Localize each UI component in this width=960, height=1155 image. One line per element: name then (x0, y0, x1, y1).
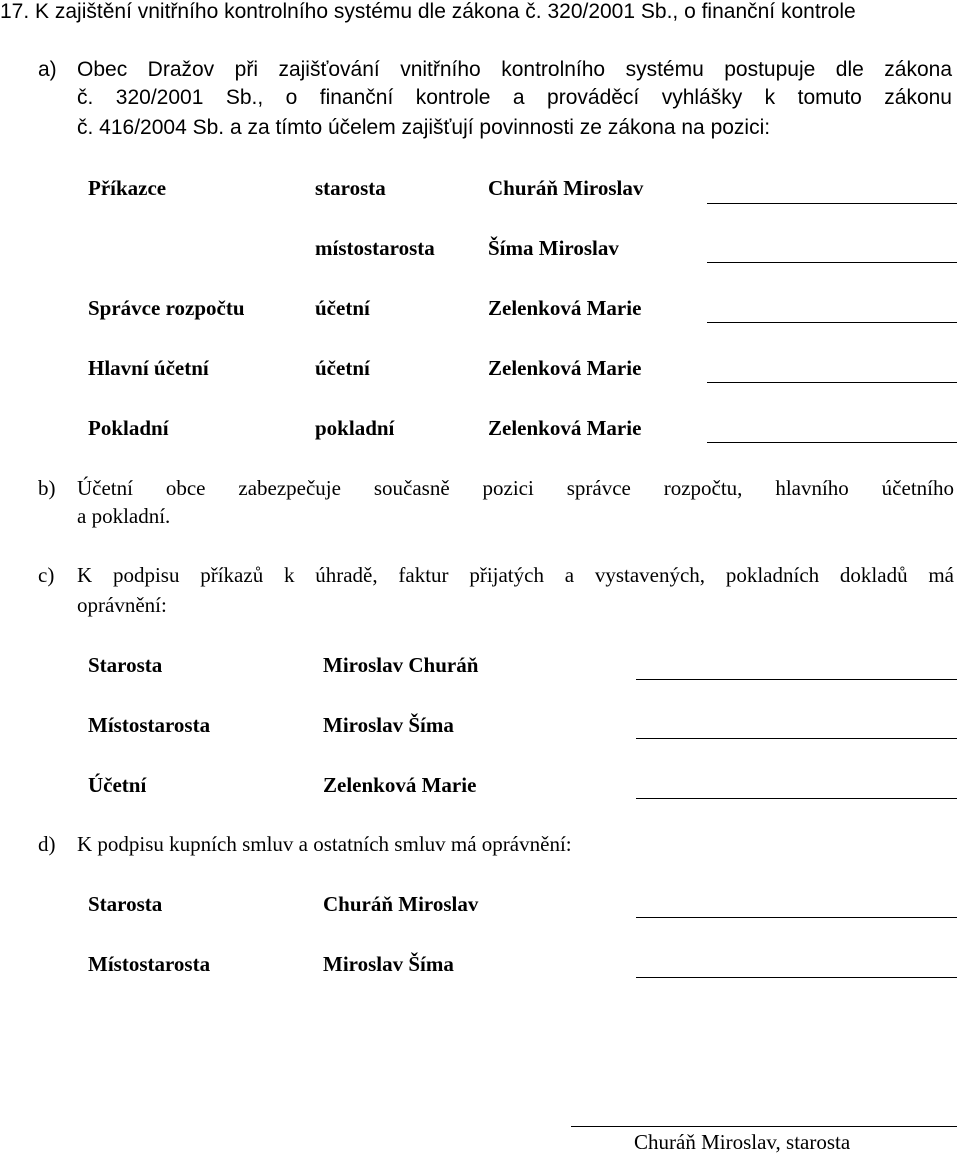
signature-line (636, 679, 957, 680)
row-person-churan: Churáň Miroslav (323, 892, 479, 916)
row-position-ucetni: účetní (315, 356, 370, 380)
row-person-sima: Miroslav Šíma (323, 952, 454, 976)
signature-line (707, 262, 957, 263)
section-b-line-1: Účetní obce zabezpečuje současně pozici správce rozpočtu, hlavního účetního (77, 476, 954, 500)
section-a-line-1: Obec Dražov při zajišťování vnitřního kontrolního systému postupuje dle zákona (77, 58, 952, 81)
row-position-starosta: starosta (315, 176, 386, 200)
signature-line (571, 1126, 957, 1127)
section-d-line-1: K podpisu kupních smluv a ostatních smluv má oprávnění: (77, 832, 572, 856)
row-role-starosta: Starosta (88, 892, 163, 916)
row-person-sima: Miroslav Šíma (323, 713, 454, 737)
section-c-line-1: K podpisu příkazů k úhradě, faktur přijatých a vystavených, pokladních dokladů má (77, 563, 954, 587)
row-person-zelenkova: Zelenková Marie (488, 296, 642, 320)
row-role-mistostarosta: Místostarosta (88, 713, 211, 737)
row-person-churan: Churáň Miroslav (488, 176, 644, 200)
section-b-line-2: a pokladní. (77, 504, 171, 528)
signature-line (707, 382, 957, 383)
row-position-mistostarosta: místostarosta (315, 236, 435, 260)
row-role-prikazce: Příkazce (88, 176, 167, 200)
section-heading: 17. K zajištění vnitřního kontrolního systému dle zákona č. 320/2001 Sb., o finanční kontrole (0, 0, 856, 23)
row-position-ucetni: účetní (315, 296, 370, 320)
row-person-zelenkova: Zelenková Marie (323, 773, 477, 797)
signature-line (707, 203, 957, 204)
signature-line (636, 917, 957, 918)
signature-line (707, 442, 957, 443)
row-person-sima: Šíma Miroslav (488, 236, 619, 260)
row-role-pokladni: Pokladní (88, 416, 169, 440)
signature-line (636, 798, 957, 799)
row-position-pokladni: pokladní (315, 416, 395, 440)
row-role-starosta: Starosta (88, 653, 163, 677)
section-b-marker: b) (38, 476, 56, 500)
section-c-marker: c) (38, 563, 55, 587)
row-role-hlavni-ucetni: Hlavní účetní (88, 356, 209, 380)
section-c-line-2: oprávnění: (77, 593, 167, 617)
row-role-spravce-rozpoctu: Správce rozpočtu (88, 296, 245, 320)
signature-line (636, 977, 957, 978)
section-a-marker: a) (38, 58, 57, 81)
row-person-zelenkova: Zelenková Marie (488, 356, 642, 380)
row-person-churan: Miroslav Churáň (323, 653, 479, 677)
signature-caption: Churáň Miroslav, starosta (634, 1130, 851, 1154)
signature-line (707, 322, 957, 323)
section-a-line-2: č. 320/2001 Sb., o finanční kontrole a prováděcí vyhlášky k tomuto zákonu (77, 86, 952, 109)
section-a-line-3: č. 416/2004 Sb. a za tímto účelem zajišťují povinnosti ze zákona na pozici: (77, 116, 771, 139)
section-d-marker: d) (38, 832, 56, 856)
signature-line (636, 738, 957, 739)
row-role-mistostarosta: Místostarosta (88, 952, 211, 976)
row-person-zelenkova: Zelenková Marie (488, 416, 642, 440)
row-role-ucetni: Účetní (88, 773, 147, 797)
